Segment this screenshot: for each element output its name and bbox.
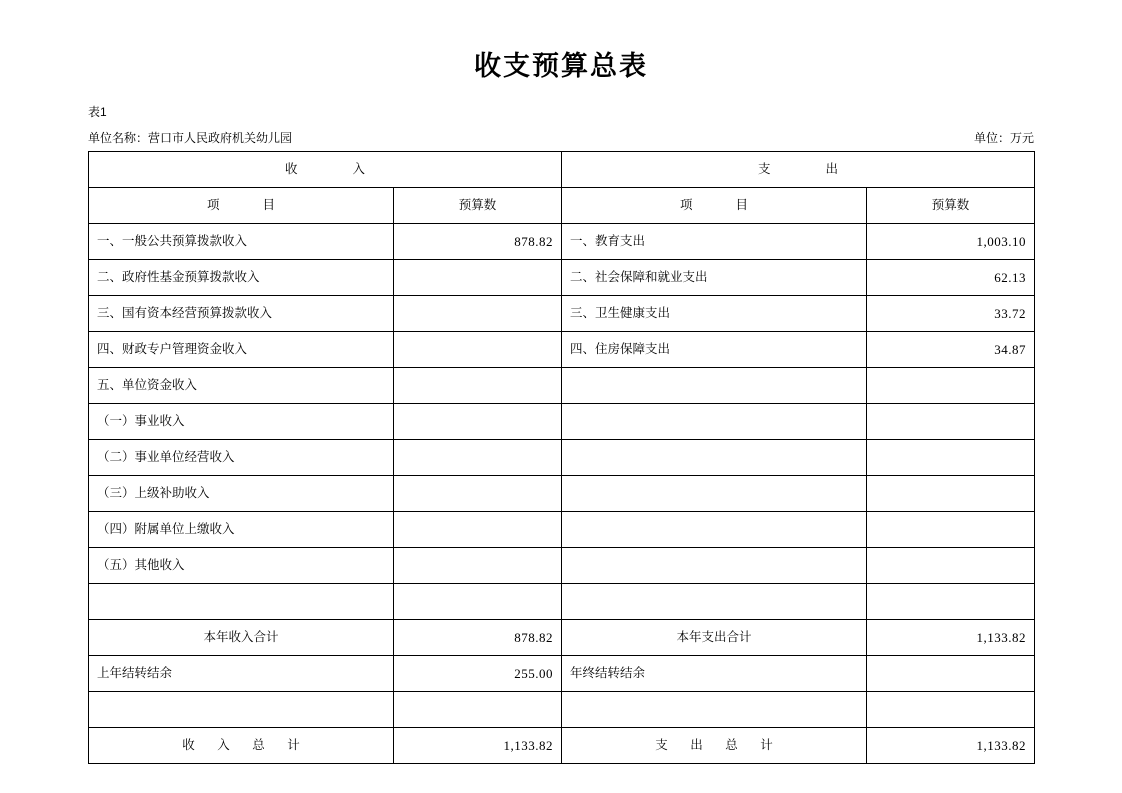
table-row xyxy=(89,224,1035,260)
table-row xyxy=(89,260,1035,296)
table-group-header-row xyxy=(89,152,1035,188)
amount-unit: 单位：万元 xyxy=(973,131,1034,145)
table-row xyxy=(89,584,1035,620)
income-item xyxy=(89,692,394,728)
income-item: （三）上级补助收入 xyxy=(89,476,394,512)
income-item: （一）事业收入 xyxy=(89,404,394,440)
income-value-header: 预算数 xyxy=(394,188,562,224)
income-item: （五）其他收入 xyxy=(89,548,394,584)
income-total-label: 收 入 总 计 xyxy=(89,728,394,764)
expense-total-value: 1,133.82 xyxy=(867,728,1035,764)
income-item: 四、财政专户管理资金收入 xyxy=(89,332,394,368)
expense-item xyxy=(562,548,867,584)
income-item: （四）附属单位上缴收入 xyxy=(89,512,394,548)
income-value xyxy=(394,260,562,296)
unit-name: 单位名称：营口市人民政府机关幼儿园 xyxy=(88,131,293,145)
income-value xyxy=(394,404,562,440)
income-item: （二）事业单位经营收入 xyxy=(89,440,394,476)
income-value xyxy=(394,332,562,368)
expense-item-header: 项 目 xyxy=(562,188,867,224)
expense-item: 四、住房保障支出 xyxy=(562,332,867,368)
income-group-header: 收 入 xyxy=(89,152,562,188)
expense-item xyxy=(562,404,867,440)
income-item: 一、一般公共预算拨款收入 xyxy=(89,224,394,260)
income-item-header: 项 目 xyxy=(89,188,394,224)
budget-table xyxy=(88,151,1035,764)
expense-value: 1,003.10 xyxy=(867,224,1035,260)
expense-item xyxy=(562,692,867,728)
expense-value xyxy=(867,440,1035,476)
subtotal-row xyxy=(89,620,1035,656)
expense-item xyxy=(562,512,867,548)
income-item: 五、单位资金收入 xyxy=(89,368,394,404)
expense-value: 33.72 xyxy=(867,296,1035,332)
expense-value xyxy=(867,512,1035,548)
expense-value xyxy=(867,368,1035,404)
expense-item xyxy=(562,584,867,620)
income-subtotal-value: 878.82 xyxy=(394,620,562,656)
income-item: 二、政府性基金预算拨款收入 xyxy=(89,260,394,296)
expense-item: 一、教育支出 xyxy=(562,224,867,260)
table-column-header-row xyxy=(89,188,1035,224)
expense-carryover-value xyxy=(867,656,1035,692)
expense-item xyxy=(562,440,867,476)
income-value xyxy=(394,512,562,548)
total-row xyxy=(89,728,1035,764)
expense-item xyxy=(562,476,867,512)
table-row xyxy=(89,512,1035,548)
table-row xyxy=(89,332,1035,368)
expense-value xyxy=(867,584,1035,620)
table-row xyxy=(89,548,1035,584)
expense-value xyxy=(867,548,1035,584)
table-row xyxy=(89,476,1035,512)
income-value xyxy=(394,584,562,620)
income-value xyxy=(394,476,562,512)
page-title: 收支预算总表 xyxy=(474,51,648,81)
expense-item: 二、社会保障和就业支出 xyxy=(562,260,867,296)
income-value xyxy=(394,548,562,584)
table-row xyxy=(89,404,1035,440)
income-item xyxy=(89,584,394,620)
sheet-number: 表1 xyxy=(88,105,107,119)
income-item: 三、国有资本经营预算拨款收入 xyxy=(89,296,394,332)
income-value xyxy=(394,692,562,728)
expense-value xyxy=(867,692,1035,728)
expense-item: 三、卫生健康支出 xyxy=(562,296,867,332)
table-row xyxy=(89,692,1035,728)
income-value xyxy=(394,296,562,332)
expense-value: 34.87 xyxy=(867,332,1035,368)
expense-value xyxy=(867,476,1035,512)
table-row xyxy=(89,440,1035,476)
expense-value xyxy=(867,404,1035,440)
carryover-row xyxy=(89,656,1035,692)
expense-total-label: 支 出 总 计 xyxy=(562,728,867,764)
expense-subtotal-label: 本年支出合计 xyxy=(562,620,867,656)
expense-value: 62.13 xyxy=(867,260,1035,296)
income-value: 878.82 xyxy=(394,224,562,260)
table-row xyxy=(89,368,1035,404)
expense-group-header: 支 出 xyxy=(562,152,1035,188)
income-value xyxy=(394,368,562,404)
income-value xyxy=(394,440,562,476)
income-carryover-label: 上年结转结余 xyxy=(89,656,394,692)
income-carryover-value: 255.00 xyxy=(394,656,562,692)
expense-item xyxy=(562,368,867,404)
table-row xyxy=(89,296,1035,332)
expense-subtotal-value: 1,133.82 xyxy=(867,620,1035,656)
expense-carryover-label: 年终结转结余 xyxy=(562,656,867,692)
income-subtotal-label: 本年收入合计 xyxy=(89,620,394,656)
expense-value-header: 预算数 xyxy=(867,188,1035,224)
income-total-value: 1,133.82 xyxy=(394,728,562,764)
